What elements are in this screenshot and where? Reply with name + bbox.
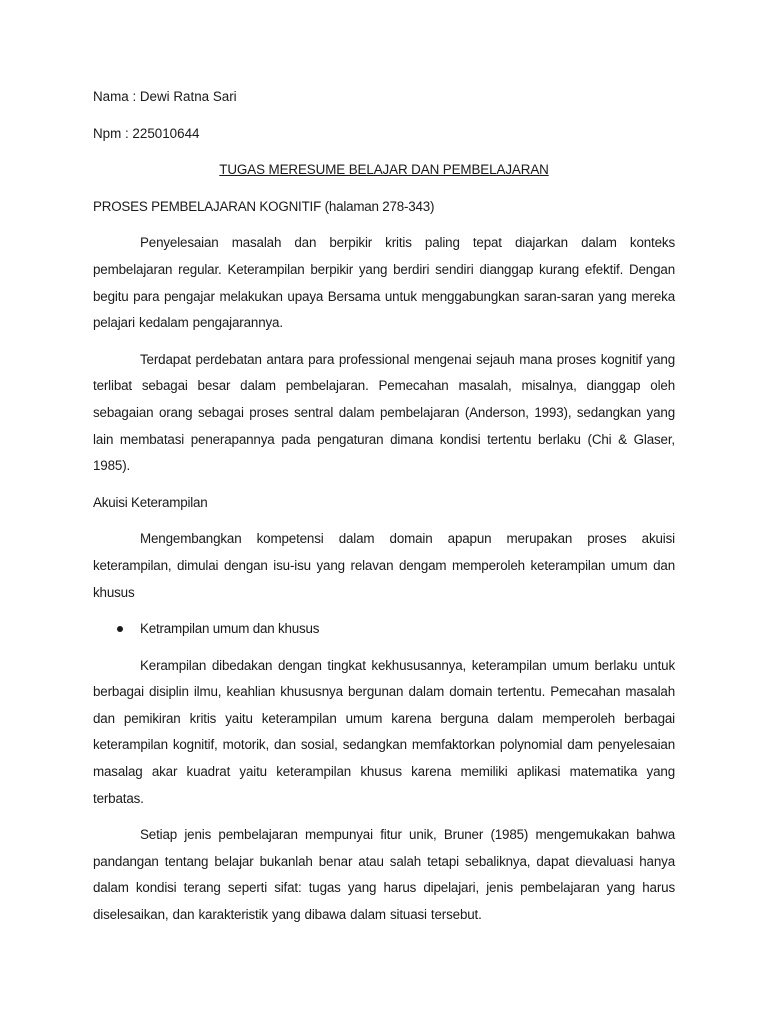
paragraph-1: Penyelesaian masalah dan berpikir kritis paling tepat diajarkan dalam konteks pembelajaran regular. Keterampilan berpikir yang berdiri sendiri dianggap kurang efektif. Dengan begitu para pengajar melakukan upaya Bersama untuk menggabungkan saran-saran yang mereka pelajari kedalam pengajarannya. <box>93 235 675 331</box>
bullet-label: Ketrampilan umum dan khusus <box>140 621 320 637</box>
student-name-line: Nama : Dewi Ratna Sari <box>93 89 237 104</box>
bullet-item <box>93 616 675 643</box>
paragraph-2: Terdapat perdebatan antara para professional mengenai sejauh mana proses kognitif yang terlibat sebagai besar dalam pembelajaran. Pemecahan masalah, misalnya, dianggap oleh sebagaian orang sebagai proses sentral dalam pembelajaran (Anderson, 1993), sedangkan yang lain membatasi penerapannya pada pengaturan dimana kondisi tertentu berlaku (Chi & Glaser, 1985). <box>93 351 675 474</box>
subheading-akuisi: Akuisi Keterampilan <box>93 494 208 510</box>
paragraph-5: Setiap jenis pembelajaran mempunyai fitur unik, Bruner (1985) mengemukakan bahwa pandangan tentang belajar bukanlah benar atau salah tetapi sebaliknya, dapat dievaluasi hanya dalam kondisi terang seperti sifat: tugas yang harus dipelajari, jenis pembelajaran yang harus diselesaikan, dan karakteristik yang dibawa dalam situasi tersebut. <box>93 827 675 923</box>
bullet-icon <box>117 626 123 632</box>
document-title: TUGAS MERESUME BELAJAR DAN PEMBELAJARAN <box>219 162 549 178</box>
student-npm-line: Npm : 225010644 <box>93 125 200 141</box>
document-content <box>93 84 675 939</box>
section-heading: PROSES PEMBELAJARAN KOGNITIF (halaman 278-343) <box>93 198 435 214</box>
paragraph-3: Mengembangkan kompetensi dalam domain apapun merupakan proses akuisi keterampilan, dimulai dengan isu-isu yang relavan dengam memperoleh keterampilan umum dan khusus <box>93 531 675 600</box>
paragraph-4: Kerampilan dibedakan dengan tingkat kekhususannya, keterampilan umum berlaku untuk berbagai disiplin ilmu, keahlian khususnya bergunan dalam domain tertentu. Pemecahan masalah dan pemikiran kritis yaitu keterampilan umum karena berguna dalam memperoleh berbagai keterampilan kognitif, motorik, dan sosial, sedangkan memfaktorkan polynomial dam penyelesaian masalag akar kuadrat yaitu keterampilan khusus karena memiliki aplikasi matematika yang terbatas. <box>93 657 675 806</box>
